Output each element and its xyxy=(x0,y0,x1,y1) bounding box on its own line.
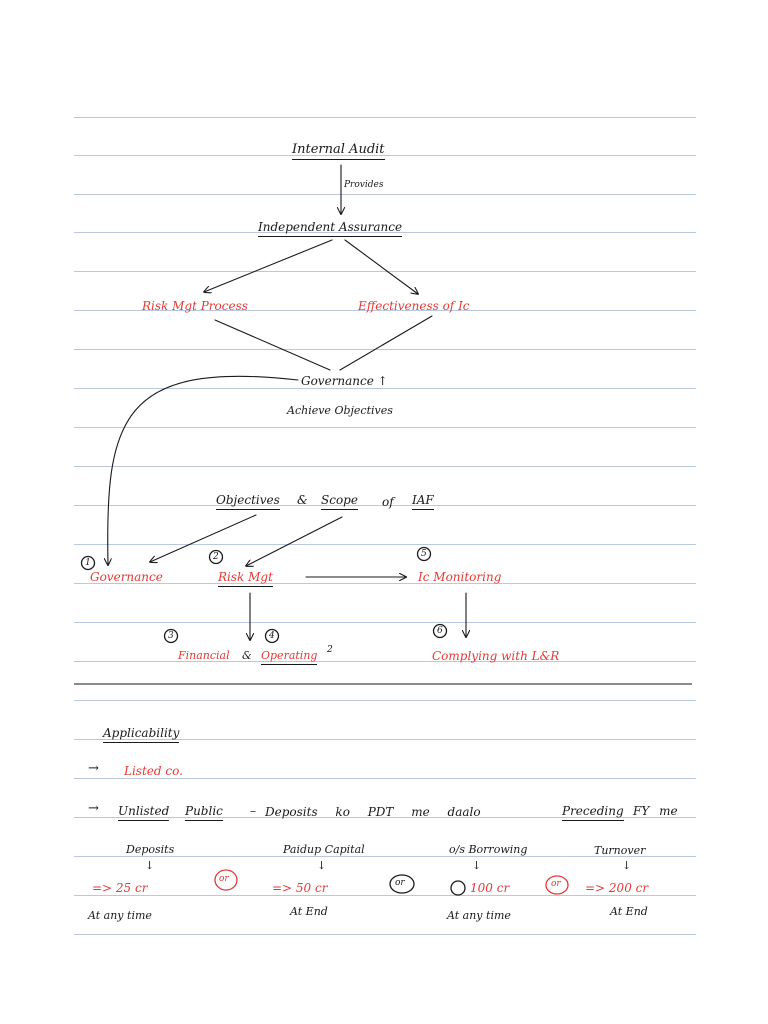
dash: – xyxy=(250,804,256,818)
col-deposits-value: => 25 cr xyxy=(92,881,148,895)
risk-mgt-process-label: Risk Mgt Process xyxy=(142,299,248,313)
col-turnover-value: => 200 cr xyxy=(585,881,649,895)
item-number-3: 3 xyxy=(168,631,174,641)
scope-label: Scope xyxy=(321,494,358,510)
ampersand-financial-operating: & xyxy=(242,649,252,662)
public-label: Public xyxy=(185,805,223,821)
col-borrowing-when: At any time xyxy=(447,909,511,922)
gt-circle xyxy=(451,881,465,895)
deposits-desc: Deposits ko PDT me daalo xyxy=(265,805,481,819)
line-risk-to-governance xyxy=(215,320,330,370)
superscript-2: 2 xyxy=(327,645,333,655)
col-turnover-when: At End xyxy=(610,905,648,918)
arrow-governance-to-item1 xyxy=(108,376,298,565)
arrow-to-item2 xyxy=(246,517,342,566)
provides-label: Provides xyxy=(344,180,384,190)
of-label: of xyxy=(382,495,394,509)
item-financial: Financial xyxy=(178,649,230,662)
objectives-label: Objectives xyxy=(216,494,280,510)
down-arrow: ↓ xyxy=(622,859,632,872)
arrow-to-effectiveness xyxy=(345,240,418,294)
item-number-2: 2 xyxy=(213,552,219,562)
arrow-listed: → xyxy=(88,761,99,776)
item-governance: Governance xyxy=(90,570,163,584)
internal-audit-heading: Internal Audit xyxy=(292,143,385,160)
item-complying-lr: Complying with L&R xyxy=(432,649,560,663)
item-number-6: 6 xyxy=(437,626,443,636)
governance-label: Governance ↑ xyxy=(301,374,388,388)
col-borrowing-value: 100 cr xyxy=(470,881,510,895)
item-number-1: 1 xyxy=(85,558,91,568)
col-turnover-title: Turnover xyxy=(594,844,646,857)
down-arrow: ↓ xyxy=(317,859,327,872)
col-deposits-title: Deposits xyxy=(126,843,175,856)
col-borrowing-title: o/s Borrowing xyxy=(449,843,528,856)
independent-assurance-heading: Independent Assurance xyxy=(258,221,402,237)
line-ic-to-governance xyxy=(340,316,432,370)
effectiveness-of-ic-label: Effectiveness of Ic xyxy=(358,299,470,313)
listed-co-label: Listed co. xyxy=(124,764,183,778)
item-risk-mgt: Risk Mgt xyxy=(218,571,273,587)
preceding-label: Preceding xyxy=(562,805,624,821)
arrow-to-risk-mgt-process xyxy=(204,240,332,292)
col-paidup-value: => 50 cr xyxy=(272,881,328,895)
or-label: or xyxy=(395,878,405,888)
item-ic-monitoring: Ic Monitoring xyxy=(418,570,502,584)
col-paidup-when: At End xyxy=(290,905,328,918)
item-operating: Operating xyxy=(261,650,317,665)
applicability-heading: Applicability xyxy=(103,727,179,743)
arrow-unlisted: → xyxy=(88,801,99,816)
item-number-5: 5 xyxy=(421,549,427,559)
down-arrow: ↓ xyxy=(145,859,155,872)
col-paidup-title: Paidup Capital xyxy=(283,843,365,856)
ampersand: & xyxy=(297,493,308,507)
down-arrow: ↓ xyxy=(472,859,482,872)
or-label: or xyxy=(219,874,229,884)
or-label: or xyxy=(551,879,561,889)
col-deposits-when: At any time xyxy=(88,909,152,922)
unlisted-label: Unlisted xyxy=(118,805,169,821)
iaf-label: IAF xyxy=(412,494,434,510)
achieve-objectives-label: Achieve Objectives xyxy=(287,404,393,417)
item-number-4: 4 xyxy=(269,631,275,641)
fy-me-label: FY me xyxy=(633,804,678,818)
arrow-to-item1 xyxy=(150,515,256,562)
